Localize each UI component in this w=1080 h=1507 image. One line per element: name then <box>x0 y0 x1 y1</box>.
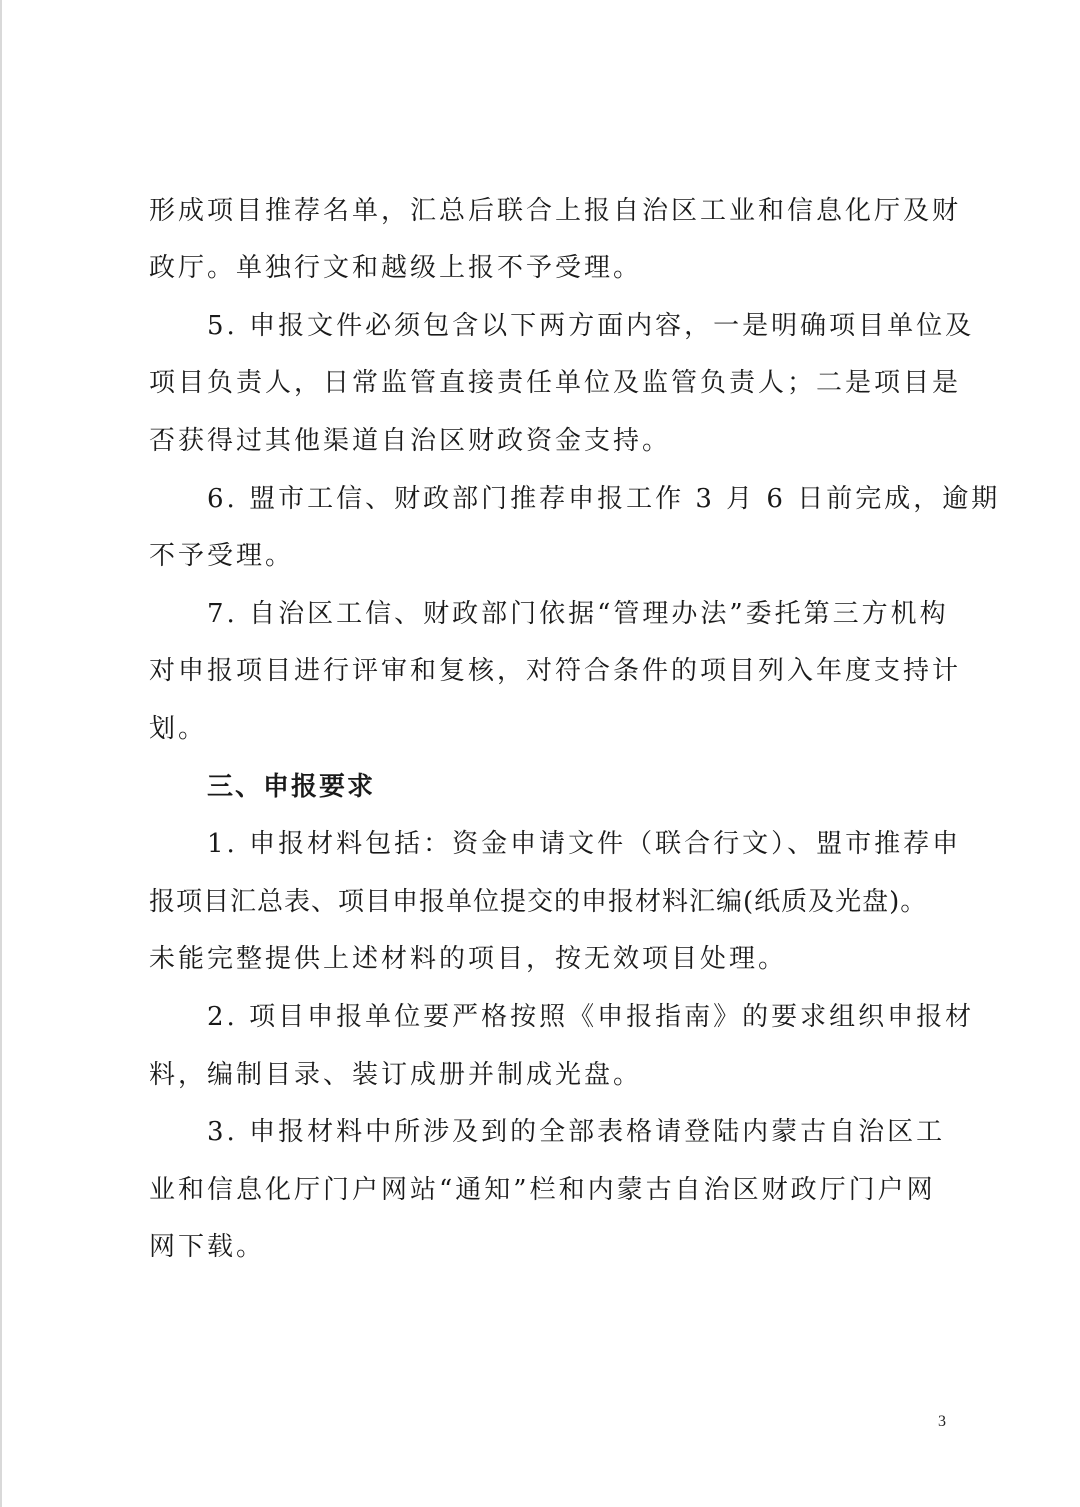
text-line: 6. 盟市工信、财政部门推荐申报工作 3 月 6 日前完成，逾期 <box>207 484 1001 514</box>
text-line: 对申报项目进行评审和复核，对符合条件的项目列入年度支持计 <box>149 656 962 686</box>
text-line: 否获得过其他渠道自治区财政资金支持。 <box>149 426 672 456</box>
text-line: 未能完整提供上述材料的项目，按无效项目处理。 <box>149 944 788 974</box>
text-line: 料，编制目录、装订成册并制成光盘。 <box>149 1060 643 1090</box>
text-line: 项目负责人，日常监管直接责任单位及监管负责人；二是项目是 <box>149 368 962 398</box>
text-line: 网下载。 <box>149 1232 266 1262</box>
text-line: 5. 申报文件必须包含以下两方面内容，一是明确项目单位及 <box>207 311 975 341</box>
text-line: 业和信息化厅门户网站“通知”栏和内蒙古自治区财政厅门户网 <box>149 1175 936 1205</box>
text-line: 1. 申报材料包括：资金申请文件（联合行文）、盟市推荐申 <box>207 829 962 859</box>
text-line: 3. 申报材料中所涉及到的全部表格请登陆内蒙古自治区工 <box>207 1117 946 1147</box>
text-line: 2. 项目申报单位要严格按照《申报指南》的要求组织申报材 <box>207 1002 975 1032</box>
text-line: 不予受理。 <box>149 541 295 571</box>
text-line: 政厅。单独行文和越级上报不予受理。 <box>149 253 643 283</box>
section-heading: 三、申报要求 <box>207 772 376 802</box>
page-number: 3 <box>938 1413 946 1430</box>
text-line: 划。 <box>149 714 208 744</box>
text-line: 形成项目推荐名单，汇总后联合上报自治区工业和信息化厅及财 <box>149 196 962 226</box>
text-line: 报项目汇总表、项目申报单位提交的申报材料汇编(纸质及光盘)。 <box>149 887 928 917</box>
text-line: 7. 自治区工信、财政部门依据“管理办法”委托第三方机构 <box>207 599 949 629</box>
